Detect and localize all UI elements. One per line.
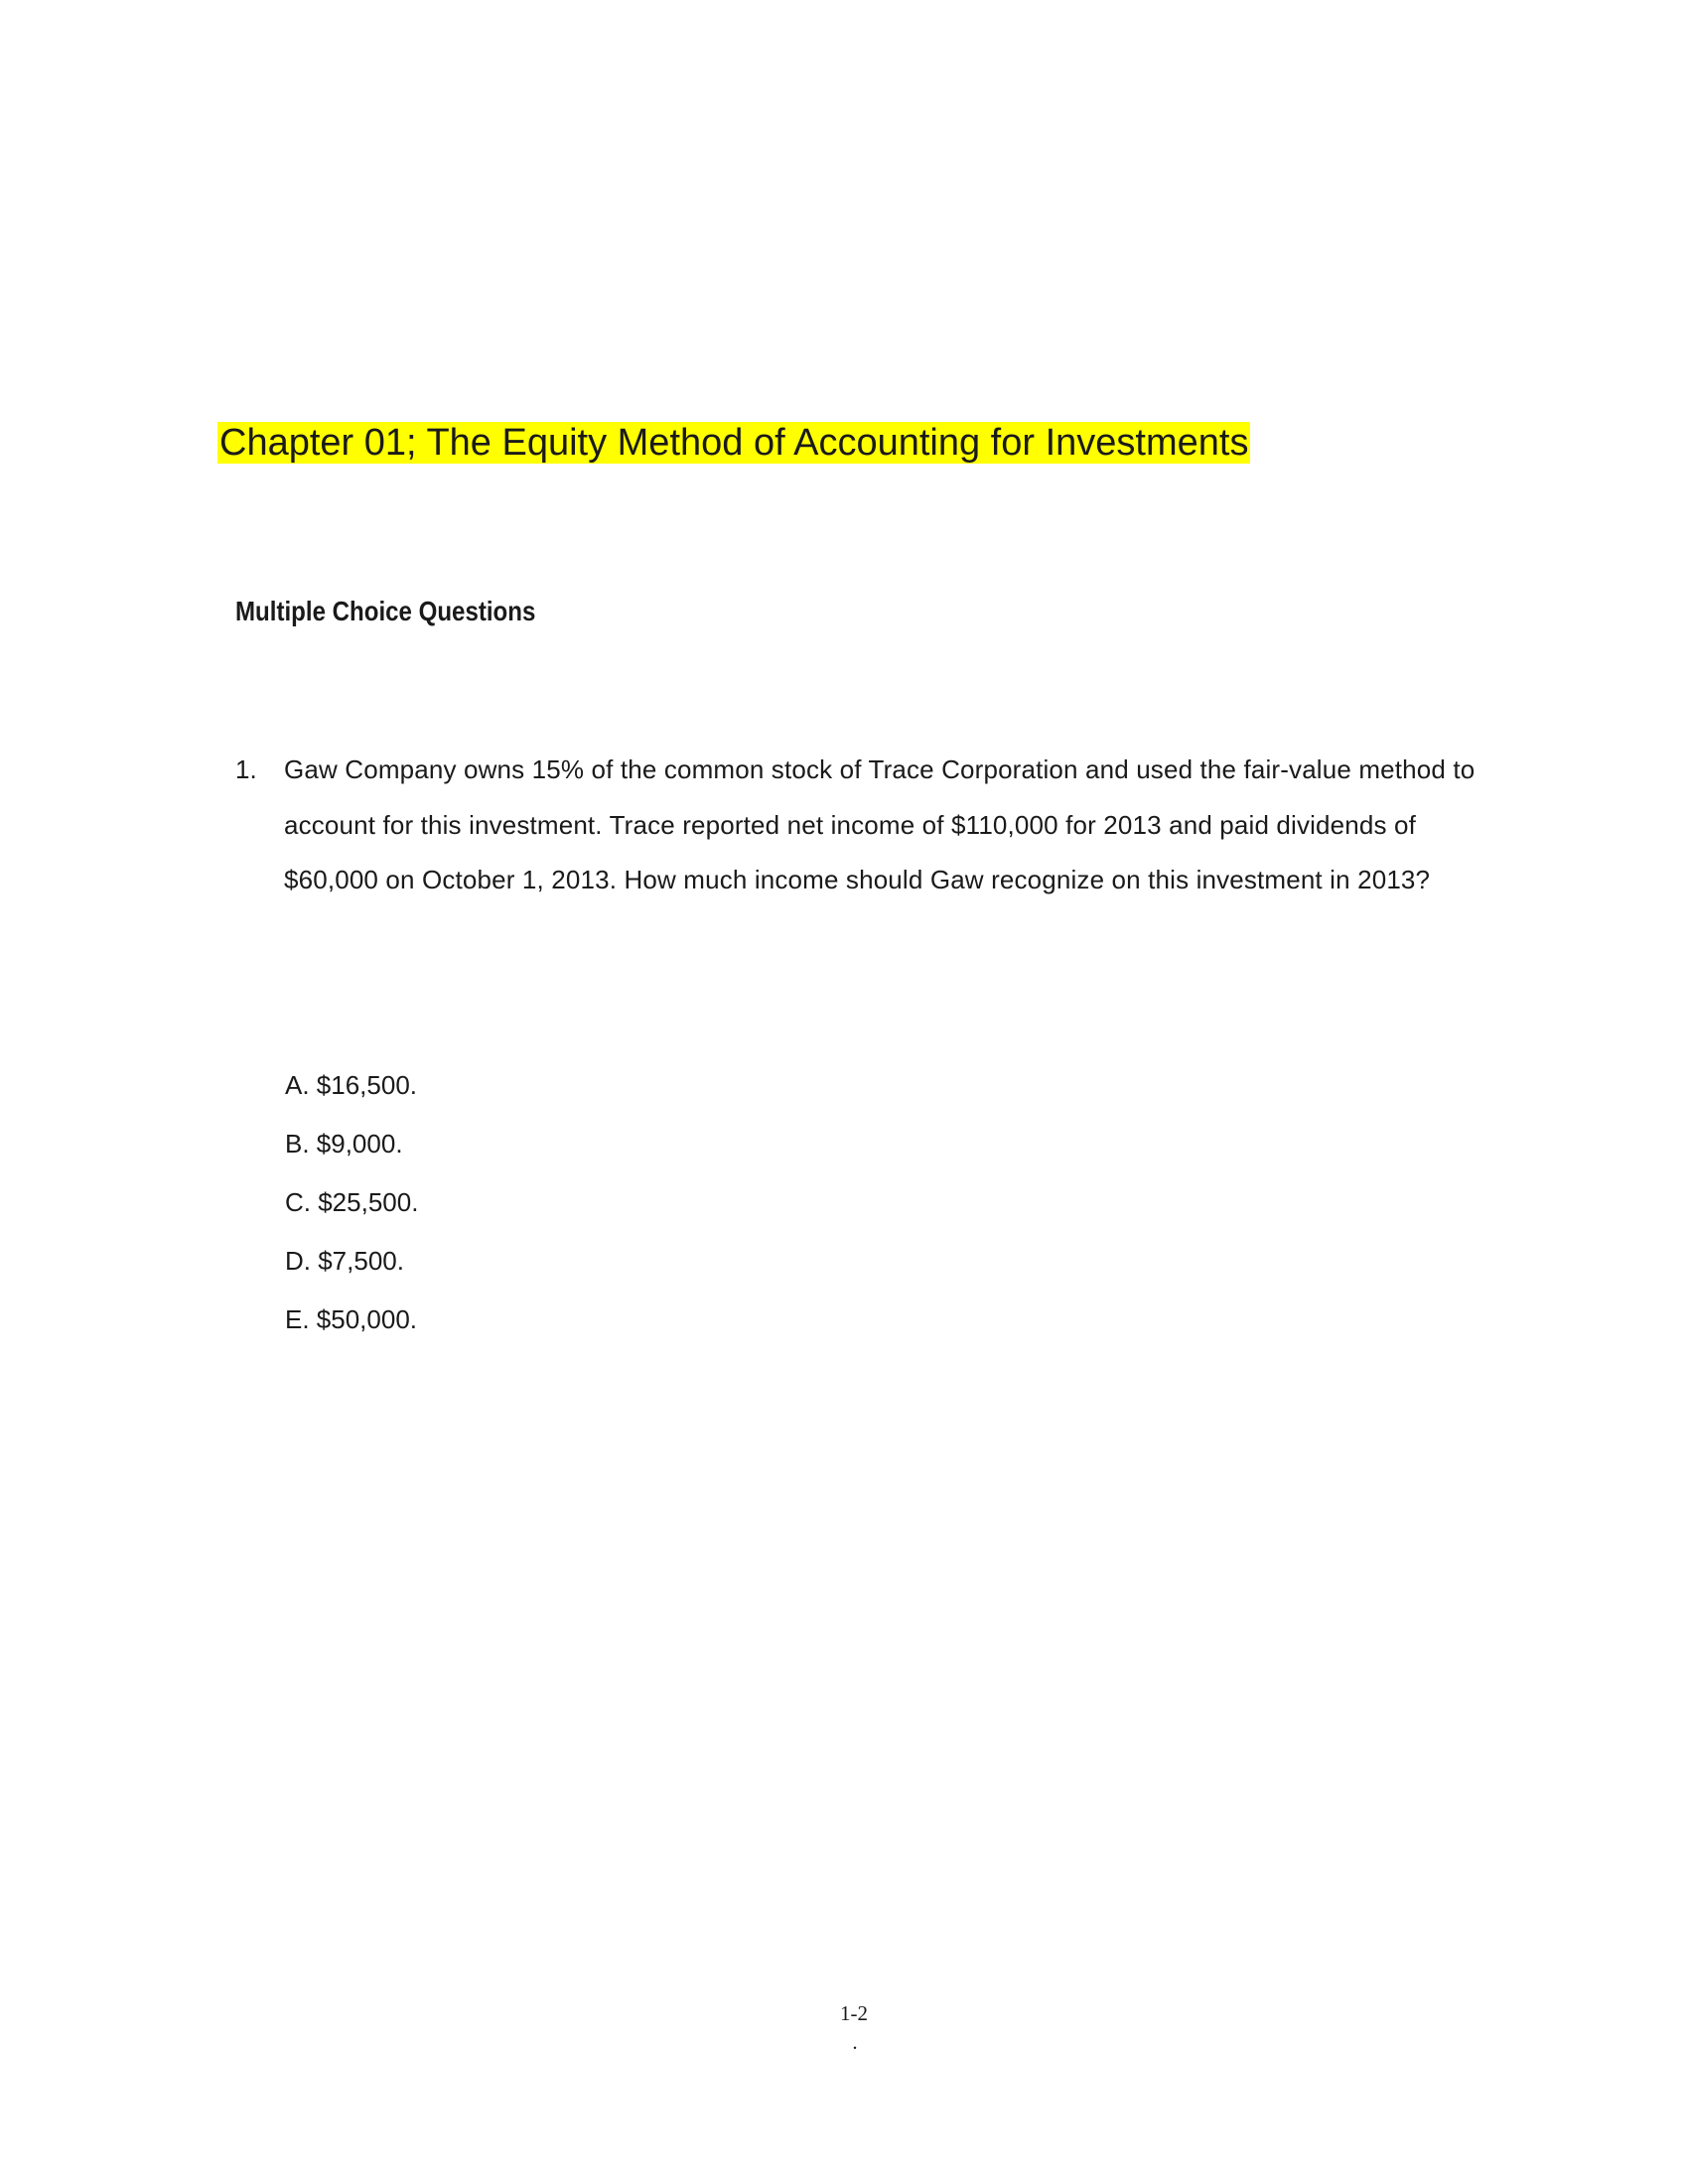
question-text: Gaw Company owns 15% of the common stock of Trace Corporation and used the fair-value method to account for this investment. Trace reported net income of $110,000 for 2013 and paid dividends of $60,000 on October 1, 2013. How much income should Gaw recognize on this investment in 2013? — [284, 754, 1476, 894]
answer-option-b: B. $9,000. — [285, 1129, 403, 1159]
answer-option-e: E. $50,000. — [285, 1304, 417, 1334]
chapter-title-text: Chapter 01; The Equity Method of Accounting for Investments — [219, 422, 1249, 464]
footer-mark: . — [852, 2030, 858, 2054]
page-number: 1-2 — [840, 2001, 868, 2025]
answer-options — [285, 1056, 418, 1349]
answer-option-d: D. $7,500. — [285, 1246, 404, 1276]
chapter-title — [217, 419, 1250, 467]
question-number: 1. — [235, 754, 257, 784]
answer-option-c: C. $25,500. — [285, 1187, 419, 1217]
section-heading: Multiple Choice Questions — [235, 596, 536, 626]
answer-option-a: A. $16,500. — [285, 1070, 417, 1100]
